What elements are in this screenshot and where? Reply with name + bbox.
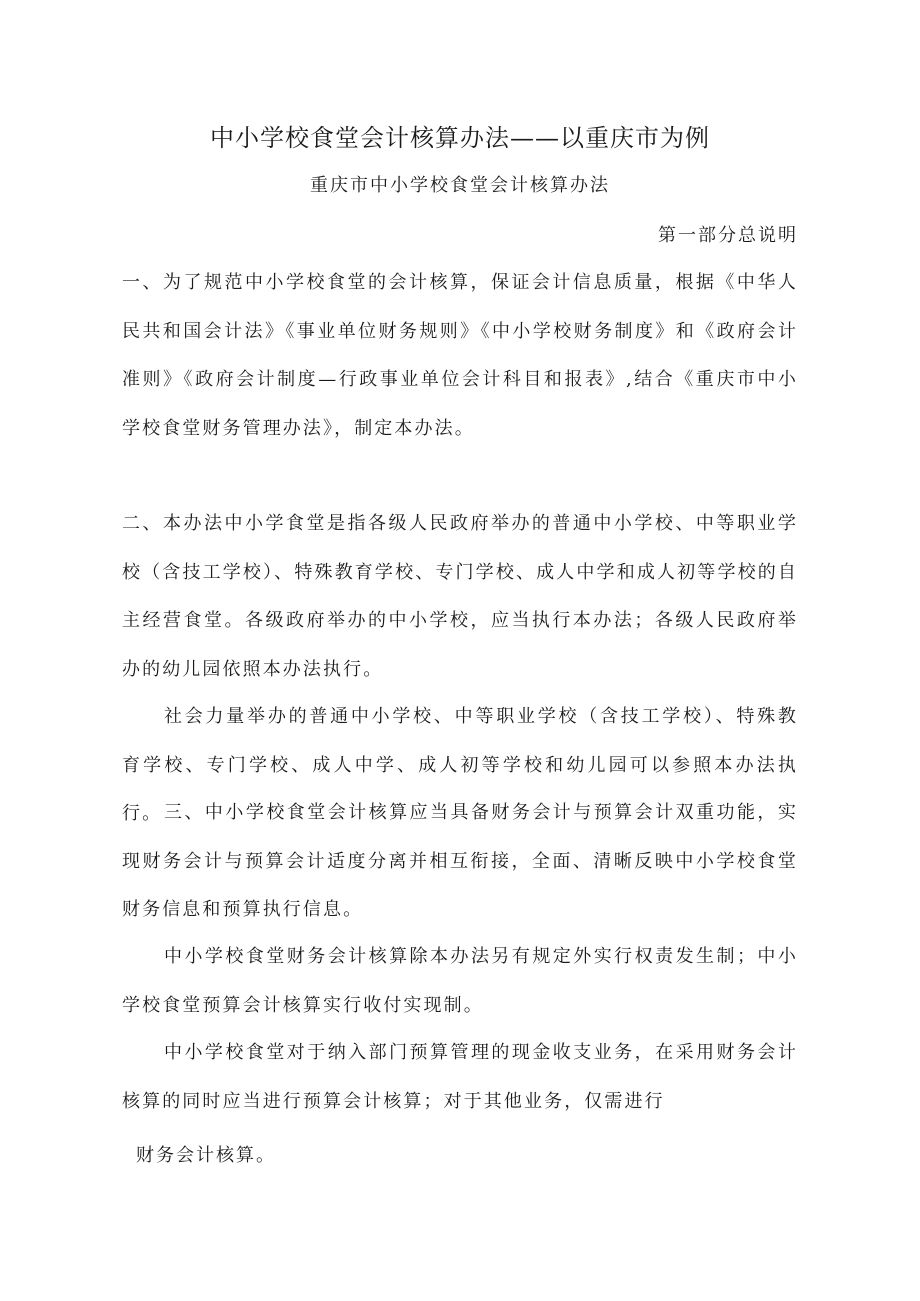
trailing-line: 财务会计核算。 xyxy=(136,1145,276,1166)
paragraph-3: 社会力量举办的普通中小学校、中等职业学校（含技工学校）、特殊教育学校、专门学校、成人中学、成人初等学校和幼儿园可以参照本办法执行。 xyxy=(122,706,798,824)
paragraph-1: 一、为了规范中小学校食堂的会计核算，保证会计信息质量，根据《中华人民共和国会计法》《事业单位财务规则》《中小学校财务制度》和《政府会计准则》《政府会计制度—行政事业单位会计科目和报表》,结合《重庆市中小学校食堂财务管理办法》，制定本办法。 xyxy=(122,272,798,439)
paragraph-5: 中小学校食堂财务会计核算除本办法另有规定外实行权责发生制；中小学校食堂预算会计核算实行收付实现制。 xyxy=(122,946,798,1016)
document-subtitle: 重庆市中小学校食堂会计核算办法 xyxy=(310,175,610,196)
section-heading: 第一部分总说明 xyxy=(658,225,798,246)
paragraph-6: 中小学校食堂对于纳入部门预算管理的现金收支业务，在采用财务会计核算的同时应当进行预算会计核算；对于其他业务，仅需进行 xyxy=(122,1042,798,1112)
paragraph-4: 三、中小学校食堂会计核算应当具备财务会计与预算会计双重功能，实现财务会计与预算会计适度分离并相互衔接，全面、清晰反映中小学校食堂财务信息和预算执行信息。 xyxy=(122,802,798,920)
document-title: 中小学校食堂会计核算办法——以重庆市为例 xyxy=(210,124,710,152)
paragraph-2: 二、本办法中小学食堂是指各级人民政府举办的普通中小学校、中等职业学校（含技工学校）、特殊教育学校、专门学校、成人中学和成人初等学校的自主经营食堂。各级政府举办的中小学校，应当执行本办法；各级人民政府举办的幼儿园依照本办法执行。 xyxy=(122,513,798,680)
